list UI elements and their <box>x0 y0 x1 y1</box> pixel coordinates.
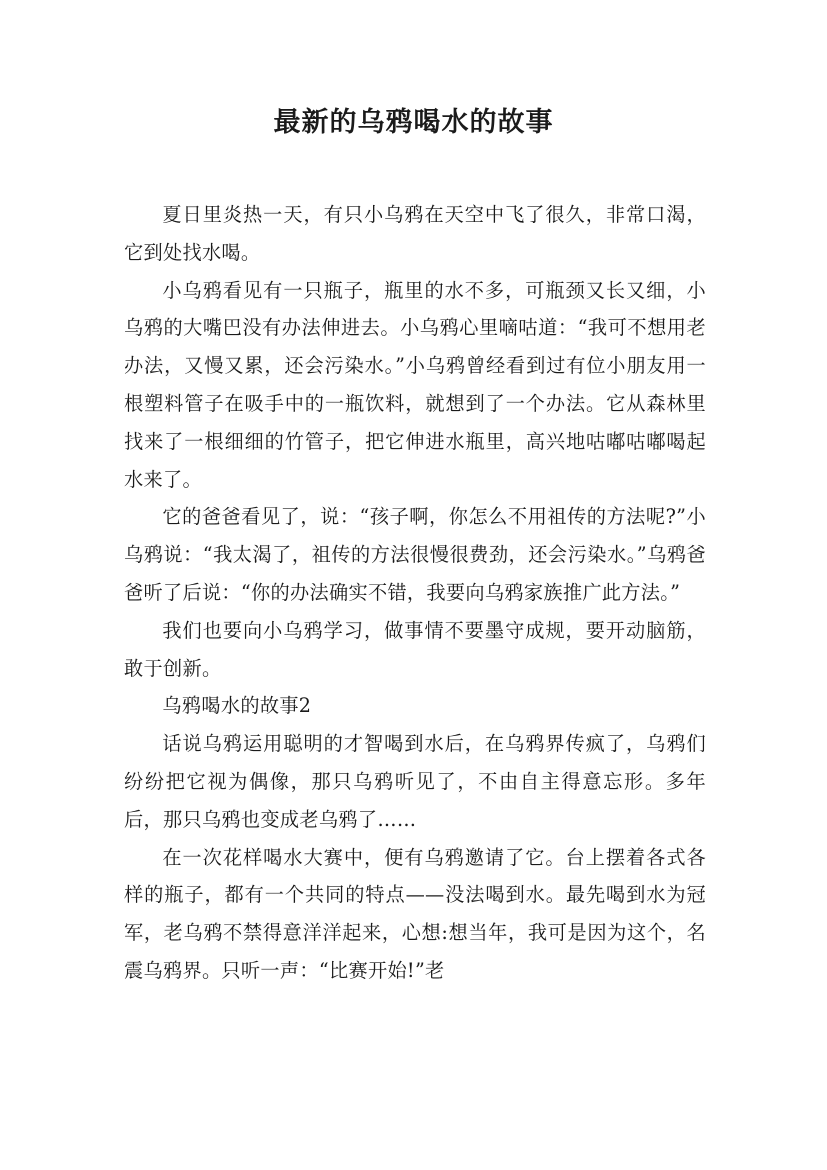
paragraph: 在一次花样喝水大赛中，便有乌鸦邀请了它。台上摆着各式各样的瓶子，都有一个共同的特点——没法喝到水。最先喝到水为冠军，老乌鸦不禁得意洋洋起来，心想:想当年，我可是因为这个，名震乌鸦界。只听一声：“比赛开始!”老 <box>124 845 706 982</box>
paragraph: 话说乌鸦运用聪明的才智喝到水后，在乌鸦界传疯了，乌鸦们纷纷把它视为偶像，那只乌鸦听见了，不由自主得意忘形。多年后，那只乌鸦也变成老乌鸦了…… <box>124 732 706 831</box>
paragraph: 我们也要向小乌鸦学习，做事情不要墨守成规，要开动脑筋，敢于创新。 <box>124 618 706 680</box>
paragraph: 夏日里炎热一天，有只小乌鸦在天空中飞了很久，非常口渴，它到处找水喝。 <box>124 203 706 264</box>
document-body <box>124 196 706 990</box>
document-title: 最新的乌鸦喝水的故事 <box>273 107 554 138</box>
section-heading: 乌鸦喝水的故事2 <box>162 694 312 718</box>
paragraph: 它的爸爸看见了，说：“孩子啊，你怎么不用祖传的方法呢?”小乌鸦说：“我太渴了，祖传的方法很慢很费劲，还会污染水。”乌鸦爸爸听了后说：“你的办法确实不错，我要向乌鸦家族推广此方法。” <box>124 505 706 604</box>
paragraph: 小乌鸦看见有一只瓶子，瓶里的水不多，可瓶颈又长又细，小乌鸦的大嘴巴没有办法伸进去。小乌鸦心里嘀咕道：“我可不想用老办法，又慢又累，还会污染水。”小乌鸦曾经看到过有位小朋友用一根塑料管子在吸手中的一瓶饮料，就想到了一个办法。它从森林里找来了一根细细的竹管子，把它伸进水瓶里，高兴地咕嘟咕嘟喝起水来了。 <box>124 278 706 491</box>
